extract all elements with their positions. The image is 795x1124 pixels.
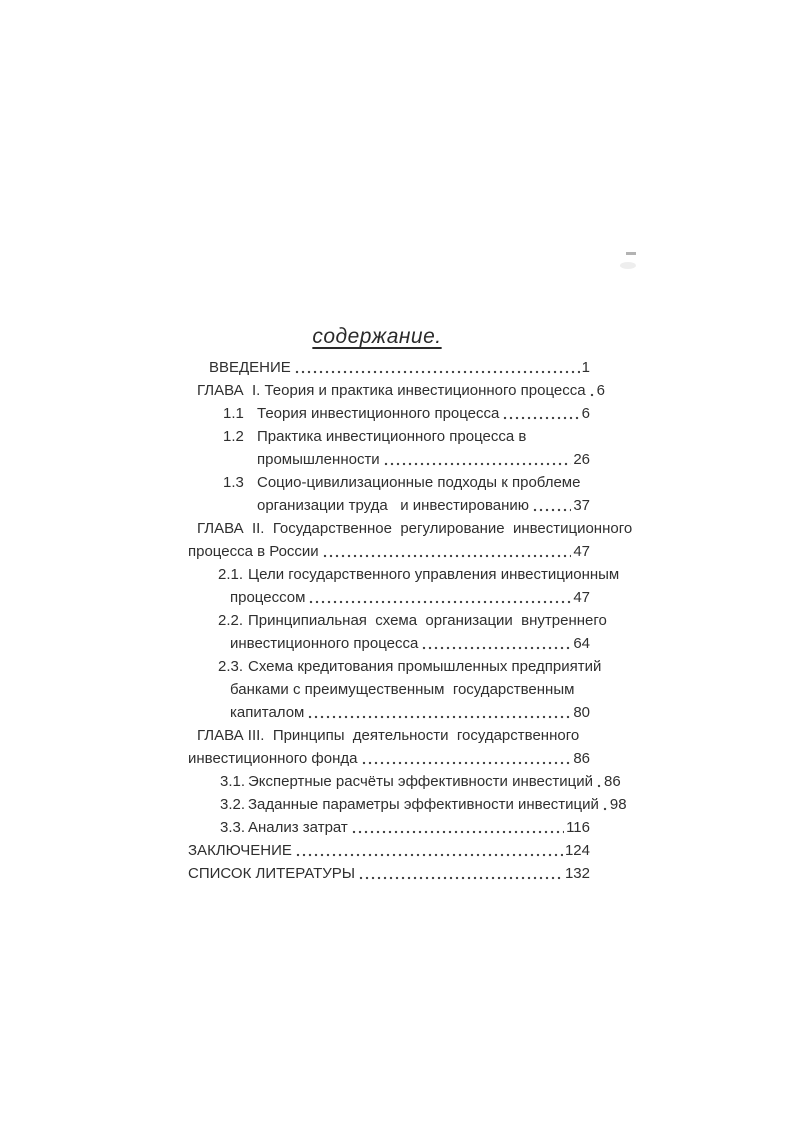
toc-entry [197, 724, 590, 747]
entry-number: 3.3. [220, 819, 246, 836]
dot-leader [322, 540, 572, 563]
page-number: 6 [596, 382, 605, 399]
entry-text: Заданные параметры эффективности инвестиций [248, 796, 599, 813]
toc-entry [220, 793, 627, 816]
toc-entry [220, 816, 590, 839]
dot-leader [596, 770, 602, 793]
entry-number: 2.1. [218, 566, 244, 583]
toc-entry [223, 425, 590, 448]
dot-leader [602, 793, 608, 816]
entry-text: инвестиционного процесса [230, 635, 419, 652]
toc-entry [223, 471, 590, 494]
page-number: 6 [581, 405, 590, 422]
toc-entry [188, 540, 590, 563]
dot-leader [295, 839, 563, 862]
page-number: 47 [573, 589, 590, 606]
toc-entry [230, 586, 590, 609]
toc-entry [223, 402, 590, 425]
dot-leader [532, 494, 571, 517]
toc-entry [230, 701, 590, 724]
toc-entry [197, 517, 649, 540]
document-page [188, 324, 633, 885]
table-of-contents [188, 356, 633, 885]
dot-leader [502, 402, 579, 425]
page-number: 80 [573, 704, 590, 721]
entry-text: капиталом [230, 704, 305, 721]
scan-smudge [620, 262, 636, 269]
toc-entry [218, 563, 620, 586]
page-number: 86 [604, 773, 621, 790]
toc-entry [218, 655, 602, 678]
page-number: 64 [573, 635, 590, 652]
entry-text: Цели государственного управления инвестиционным [248, 566, 620, 583]
entry-text: СПИСОК ЛИТЕРАТУРЫ [188, 865, 356, 882]
page-number: 37 [573, 497, 590, 514]
toc-entry [188, 862, 590, 885]
toc-entry [188, 839, 590, 862]
entry-number: 1.1 [223, 405, 244, 422]
page-number: 86 [573, 750, 590, 767]
dot-leader [383, 448, 572, 471]
page-number: 98 [609, 796, 627, 813]
toc-entry [230, 678, 590, 701]
dot-leader [308, 586, 571, 609]
page-title: содержание. [312, 325, 442, 348]
page-number: 116 [566, 819, 590, 836]
entry-text: ВВЕДЕНИЕ [209, 359, 291, 376]
toc-entry [257, 448, 590, 471]
entry-text: процесса в России [188, 543, 319, 560]
dot-leader [307, 701, 571, 724]
toc-entry [197, 379, 605, 402]
toc-entry [230, 632, 590, 655]
entry-text: процессом [230, 589, 306, 606]
toc-entry [188, 747, 590, 770]
page-number: 1 [581, 359, 590, 376]
entry-text: банками с преимущественным государственным [230, 681, 575, 698]
entry-text: ГЛАВА I. Теория и практика инвестиционного процесса [197, 382, 586, 399]
dot-leader [361, 747, 572, 770]
toc-entry [218, 609, 607, 632]
entry-number: 2.3. [218, 658, 244, 675]
entry-text: ГЛАВА II. Государственное регулирование инвестиционного [197, 520, 633, 537]
entry-text: Схема кредитования промышленных предприятий [248, 658, 602, 675]
entry-text: ГЛАВА III. Принципы деятельности государственного [197, 727, 580, 744]
dot-leader [421, 632, 571, 655]
entry-number: 2.2. [218, 612, 244, 629]
entry-number: 1.2 [223, 428, 244, 445]
dot-leader [358, 862, 563, 885]
entry-number: 3.2. [220, 796, 246, 813]
entry-text: инвестиционного фонда [188, 750, 358, 767]
dot-leader [589, 379, 595, 402]
entry-number: 3.1. [220, 773, 246, 790]
entry-text: Принципиальная схема организации внутреннего [248, 612, 607, 629]
entry-text: ЗАКЛЮЧЕНИЕ [188, 842, 292, 859]
entry-text: Экспертные расчёты эффективности инвестиций [248, 773, 593, 790]
entry-number: 1.3 [223, 474, 244, 491]
entry-text: организации труда и инвестированию [257, 497, 530, 514]
entry-text: Теория инвестиционного процесса [257, 405, 500, 422]
toc-entry [209, 356, 590, 379]
dot-leader [351, 816, 564, 839]
page-number: 47 [573, 543, 590, 560]
toc-entry [220, 770, 621, 793]
page-number: 132 [564, 865, 590, 882]
page-number: 26 [573, 451, 590, 468]
dot-leader [294, 356, 580, 379]
scan-artifact-dash [626, 252, 636, 255]
entry-text: Социо-цивилизационные подходы к проблеме [257, 474, 581, 491]
toc-entry [257, 494, 590, 517]
entry-text: промышленности [257, 451, 380, 468]
entry-text: Практика инвестиционного процесса в [257, 428, 527, 445]
entry-text: Анализ затрат [248, 819, 348, 836]
page-number: 124 [564, 842, 590, 859]
